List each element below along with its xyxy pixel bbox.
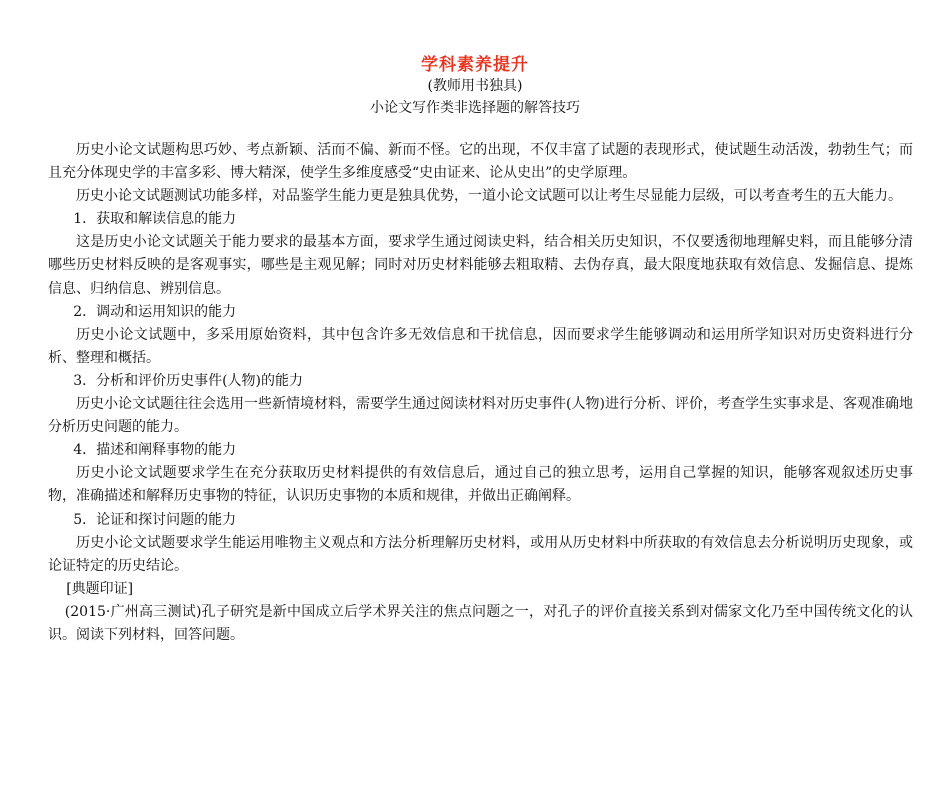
document-body — [48, 139, 913, 647]
section-heading-3: 3．分析和评价历史事件(人物)的能力 — [73, 372, 304, 389]
section-heading-1: 1．获取和解读信息的能力 — [73, 211, 237, 228]
section-paragraph-2: 历史小论文试题中，多采用原始资料，其中包含许多无效信息和干扰信息，因而要求学生能够调动和运用所学知识对历史资料进行分析、整理和概括。 — [48, 326, 913, 366]
document-title: 学科素养提升 — [421, 55, 529, 75]
document-subtitle: (教师用书独具) — [427, 78, 523, 94]
section-heading-5: 5．论证和探讨问题的能力 — [73, 511, 237, 528]
section-paragraph-1: 这是历史小论文试题关于能力要求的最基本方面，要求学生通过阅读史料，结合相关历史知识，不仅要透彻地理解史料，而且能够分清哪些历史材料反映的是客观事实，哪些是主观见解；同时对历史材料能够去粗取精、去伪存真，最大限度地获取有效信息、发掘信息、提炼信息、归纳信息、辨别信息。 — [48, 234, 913, 297]
section-paragraph-3: 历史小论文试题往往会选用一些新情境材料，需要学生通过阅读材料对历史事件(人物)进行分析、评价，考查学生实事求是、客观准确地分析历史问题的能力。 — [48, 396, 913, 436]
example-label: [典题印证] — [66, 580, 134, 597]
intro-paragraph-2: 历史小论文试题测试功能多样，对品鉴学生能力更是独具优势，一道小论文试题可以让考生尽显能力层级，可以考查考生的五大能力。 — [76, 188, 902, 205]
document-topic: 小论文写作类非选择题的解答技巧 — [370, 100, 580, 116]
example-paragraph: (2015·广州高三测试)孔子研究是新中国成立后学术界关注的焦点问题之一，对孔子的评价直接关系到对儒家文化乃至中国传统文化的认识。阅读下列材料，回答问题。 — [48, 603, 913, 643]
section-heading-4: 4．描述和阐释事物的能力 — [73, 442, 237, 459]
intro-paragraph-1: 历史小论文试题构思巧妙、考点新颖、活而不偏、新而不怪。它的出现，不仅丰富了试题的表现形式，使试题生动活泼，勃勃生气；而且充分体现史学的丰富多彩、博大精深，使学生多维度感受“史由证来、论从史出”的史学原理。 — [48, 142, 913, 182]
section-paragraph-4: 历史小论文试题要求学生在充分获取历史材料提供的有效信息后，通过自己的独立思考，运用自己掌握的知识，能够客观叙述历史事物，准确描述和解释历史事物的特征，认识历史事物的本质和规律，并做出正确阐释。 — [48, 465, 913, 505]
section-heading-2: 2．调动和运用知识的能力 — [73, 303, 237, 320]
section-paragraph-5: 历史小论文试题要求学生能运用唯物主义观点和方法分析理解历史材料，或用从历史材料中所获取的有效信息去分析说明历史现象，或论证特定的历史结论。 — [48, 534, 913, 574]
